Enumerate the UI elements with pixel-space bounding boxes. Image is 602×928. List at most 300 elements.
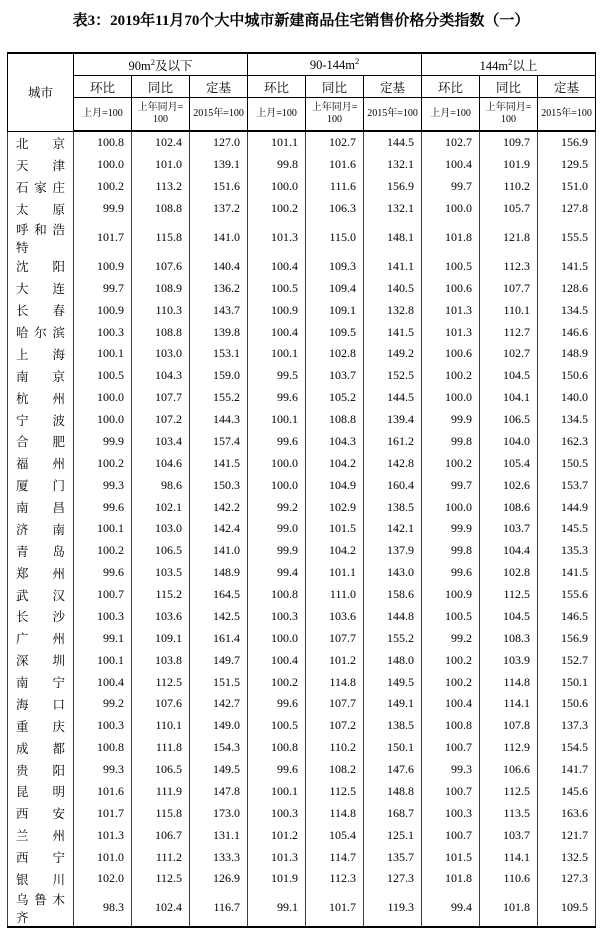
- value-cell: 99.5: [248, 365, 306, 387]
- value-cell: 101.9: [248, 868, 306, 890]
- value-cell: 102.7: [306, 131, 364, 154]
- value-cell: 158.6: [364, 584, 422, 606]
- value-cell: 101.9: [480, 154, 538, 176]
- value-cell: 150.6: [538, 365, 596, 387]
- metric-header: 定基: [364, 76, 422, 98]
- value-cell: 100.2: [422, 365, 480, 387]
- value-cell: 113.5: [480, 802, 538, 824]
- city-cell: 杭州: [8, 387, 74, 409]
- value-cell: 141.5: [190, 452, 248, 474]
- value-cell: 108.2: [306, 759, 364, 781]
- value-cell: 140.5: [364, 277, 422, 299]
- base-period-line: 上月=100: [430, 108, 471, 119]
- city-cell: 福州: [8, 452, 74, 474]
- value-cell: 100.5: [422, 606, 480, 628]
- value-cell: 99.4: [248, 562, 306, 584]
- value-cell: 137.9: [364, 540, 422, 562]
- table-row: [8, 299, 596, 321]
- value-cell: 146.5: [538, 606, 596, 628]
- value-cell: 98.3: [74, 890, 132, 927]
- value-cell: 142.5: [190, 606, 248, 628]
- value-cell: 100.6: [422, 277, 480, 299]
- value-cell: 101.3: [248, 846, 306, 868]
- value-cell: 99.2: [74, 693, 132, 715]
- value-cell: 99.0: [248, 518, 306, 540]
- value-cell: 100.4: [248, 256, 306, 278]
- value-cell: 100.2: [74, 452, 132, 474]
- value-cell: 100.2: [422, 649, 480, 671]
- value-cell: 132.1: [364, 198, 422, 220]
- value-cell: 104.3: [306, 431, 364, 453]
- base-period-line: 上年同月=: [311, 102, 358, 113]
- value-cell: 104.5: [480, 365, 538, 387]
- city-cell: 沈阳: [8, 256, 74, 278]
- value-cell: 101.8: [422, 868, 480, 890]
- value-cell: 145.5: [538, 518, 596, 540]
- value-cell: 100.0: [248, 474, 306, 496]
- value-cell: 101.6: [306, 154, 364, 176]
- table-row: [8, 802, 596, 824]
- city-cell: 呼和浩特: [8, 220, 74, 256]
- table-row: [8, 890, 596, 927]
- value-cell: 102.9: [306, 496, 364, 518]
- metric-header: 环比: [422, 76, 480, 98]
- value-cell: 101.1: [248, 131, 306, 154]
- value-cell: 109.5: [306, 321, 364, 343]
- value-cell: 135.7: [364, 846, 422, 868]
- value-cell: 148.9: [190, 562, 248, 584]
- table-row: [8, 868, 596, 890]
- base-period-header: [132, 98, 190, 132]
- value-cell: 141.1: [364, 256, 422, 278]
- value-cell: 107.7: [306, 693, 364, 715]
- value-cell: 100.2: [422, 452, 480, 474]
- value-cell: 100.1: [74, 649, 132, 671]
- value-cell: 115.2: [132, 584, 190, 606]
- group-label-superscript: 2: [354, 55, 360, 66]
- value-cell: 156.9: [364, 176, 422, 198]
- city-cell: 宁波: [8, 409, 74, 431]
- area-group-header: [74, 53, 248, 76]
- value-cell: 100.5: [74, 365, 132, 387]
- value-cell: 149.5: [364, 671, 422, 693]
- value-cell: 99.6: [74, 496, 132, 518]
- value-cell: 149.1: [364, 693, 422, 715]
- value-cell: 103.0: [132, 518, 190, 540]
- value-cell: 152.7: [538, 649, 596, 671]
- value-cell: 119.3: [364, 890, 422, 927]
- value-cell: 111.8: [132, 737, 190, 759]
- value-cell: 110.1: [480, 299, 538, 321]
- table-row: [8, 452, 596, 474]
- value-cell: 101.7: [74, 802, 132, 824]
- value-cell: 110.2: [306, 737, 364, 759]
- value-cell: 132.1: [364, 154, 422, 176]
- city-cell: 南京: [8, 365, 74, 387]
- value-cell: 100.0: [248, 452, 306, 474]
- city-cell: 西安: [8, 802, 74, 824]
- value-cell: 148.9: [538, 343, 596, 365]
- value-cell: 143.0: [364, 562, 422, 584]
- value-cell: 131.1: [190, 824, 248, 846]
- value-cell: 112.5: [306, 781, 364, 803]
- value-cell: 103.7: [480, 824, 538, 846]
- value-cell: 100.5: [248, 277, 306, 299]
- table-row: [8, 474, 596, 496]
- value-cell: 150.5: [538, 452, 596, 474]
- table-row: [8, 584, 596, 606]
- value-cell: 99.9: [74, 431, 132, 453]
- value-cell: 99.8: [422, 540, 480, 562]
- city-cell: 济南: [8, 518, 74, 540]
- city-cell: 石家庄: [8, 176, 74, 198]
- value-cell: 150.1: [364, 737, 422, 759]
- table-row: [8, 846, 596, 868]
- value-cell: 99.8: [248, 154, 306, 176]
- value-cell: 99.3: [422, 759, 480, 781]
- value-cell: 102.4: [132, 131, 190, 154]
- value-cell: 99.6: [248, 431, 306, 453]
- value-cell: 115.8: [132, 220, 190, 256]
- table-row: [8, 737, 596, 759]
- base-period-line: 上年同月=: [485, 102, 532, 113]
- value-cell: 109.3: [306, 256, 364, 278]
- value-cell: 99.9: [248, 540, 306, 562]
- value-cell: 99.7: [74, 277, 132, 299]
- metric-header: 同比: [132, 76, 190, 98]
- city-cell: 昆明: [8, 781, 74, 803]
- value-cell: 150.1: [538, 671, 596, 693]
- value-cell: 151.6: [190, 176, 248, 198]
- city-cell: 乌鲁木齐: [8, 890, 74, 927]
- value-cell: 116.7: [190, 890, 248, 927]
- value-cell: 134.5: [538, 409, 596, 431]
- value-cell: 147.6: [364, 759, 422, 781]
- value-cell: 100.3: [422, 802, 480, 824]
- value-cell: 107.7: [480, 277, 538, 299]
- table-row: [8, 759, 596, 781]
- table-row: [8, 496, 596, 518]
- area-group-header: [248, 53, 422, 76]
- value-cell: 164.5: [190, 584, 248, 606]
- value-cell: 104.9: [306, 474, 364, 496]
- value-cell: 99.7: [422, 176, 480, 198]
- table-row: [8, 540, 596, 562]
- value-cell: 125.1: [364, 824, 422, 846]
- group-label-text: 以上: [512, 58, 538, 73]
- value-cell: 100.9: [74, 256, 132, 278]
- table-row: [8, 781, 596, 803]
- value-cell: 110.3: [132, 299, 190, 321]
- base-period-line: 上年同月=: [137, 102, 184, 113]
- value-cell: 99.7: [422, 474, 480, 496]
- value-cell: 100.3: [248, 606, 306, 628]
- value-cell: 141.0: [190, 540, 248, 562]
- value-cell: 99.8: [422, 431, 480, 453]
- value-cell: 107.8: [480, 715, 538, 737]
- value-cell: 137.2: [190, 198, 248, 220]
- city-cell: 合肥: [8, 431, 74, 453]
- value-cell: 101.7: [306, 890, 364, 927]
- value-cell: 108.8: [132, 198, 190, 220]
- value-cell: 103.8: [132, 649, 190, 671]
- city-cell: 海口: [8, 693, 74, 715]
- value-cell: 99.9: [74, 198, 132, 220]
- value-cell: 173.0: [190, 802, 248, 824]
- base-period-line: 2015年=100: [193, 108, 244, 119]
- value-cell: 127.8: [538, 198, 596, 220]
- base-period-line: 2015年=100: [541, 108, 592, 119]
- group-header-row: [8, 53, 596, 76]
- table-row: [8, 220, 596, 256]
- value-cell: 99.6: [74, 562, 132, 584]
- value-cell: 100.4: [422, 154, 480, 176]
- group-label-text: 90m: [128, 58, 151, 73]
- group-label-text: 90-144m: [309, 58, 355, 73]
- value-cell: 137.3: [538, 715, 596, 737]
- city-cell: 天津: [8, 154, 74, 176]
- value-cell: 100.0: [248, 627, 306, 649]
- metric-header: 同比: [306, 76, 364, 98]
- value-cell: 107.7: [306, 627, 364, 649]
- value-cell: 99.6: [248, 759, 306, 781]
- value-cell: 101.2: [248, 824, 306, 846]
- city-cell: 郑州: [8, 562, 74, 584]
- city-cell: 厦门: [8, 474, 74, 496]
- value-cell: 101.5: [306, 518, 364, 540]
- value-cell: 103.0: [132, 343, 190, 365]
- value-cell: 103.6: [132, 606, 190, 628]
- value-cell: 106.3: [306, 198, 364, 220]
- base-period-line: 上月=100: [82, 108, 123, 119]
- value-cell: 127.0: [190, 131, 248, 154]
- value-cell: 148.8: [364, 781, 422, 803]
- base-period-line: 上月=100: [256, 108, 297, 119]
- value-cell: 101.6: [74, 781, 132, 803]
- value-cell: 100.8: [422, 715, 480, 737]
- value-cell: 149.0: [190, 715, 248, 737]
- city-cell: 北京: [8, 131, 74, 154]
- value-cell: 100.8: [248, 584, 306, 606]
- value-cell: 161.2: [364, 431, 422, 453]
- value-cell: 104.2: [306, 452, 364, 474]
- value-cell: 156.9: [538, 131, 596, 154]
- value-cell: 112.5: [480, 584, 538, 606]
- value-cell: 155.2: [364, 627, 422, 649]
- value-cell: 105.7: [480, 198, 538, 220]
- value-cell: 99.1: [248, 890, 306, 927]
- base-period-line: 100: [501, 114, 517, 125]
- value-cell: 136.2: [190, 277, 248, 299]
- area-group-header: [422, 53, 596, 76]
- value-cell: 100.5: [248, 715, 306, 737]
- value-cell: 112.3: [306, 868, 364, 890]
- value-cell: 111.0: [306, 584, 364, 606]
- value-cell: 139.1: [190, 154, 248, 176]
- value-cell: 128.6: [538, 277, 596, 299]
- value-cell: 101.2: [306, 649, 364, 671]
- group-label-text: 144m: [479, 58, 509, 73]
- value-cell: 103.4: [132, 431, 190, 453]
- value-cell: 109.4: [306, 277, 364, 299]
- value-cell: 154.3: [190, 737, 248, 759]
- value-cell: 100.0: [422, 496, 480, 518]
- base-period-header: [248, 98, 306, 132]
- value-cell: 162.3: [538, 431, 596, 453]
- value-cell: 149.5: [190, 759, 248, 781]
- document-page: [0, 11, 602, 928]
- city-cell: 青岛: [8, 540, 74, 562]
- table-row: [8, 715, 596, 737]
- value-cell: 144.5: [364, 131, 422, 154]
- value-cell: 100.9: [422, 584, 480, 606]
- value-cell: 142.8: [364, 452, 422, 474]
- value-cell: 99.6: [248, 387, 306, 409]
- metric-header: 环比: [74, 76, 132, 98]
- table-row: [8, 431, 596, 453]
- value-cell: 112.5: [132, 868, 190, 890]
- value-cell: 104.6: [132, 452, 190, 474]
- value-cell: 102.4: [132, 890, 190, 927]
- value-cell: 99.3: [74, 474, 132, 496]
- base-period-header: [538, 98, 596, 132]
- value-cell: 153.7: [538, 474, 596, 496]
- value-cell: 100.2: [422, 671, 480, 693]
- value-cell: 114.8: [306, 802, 364, 824]
- value-cell: 100.0: [74, 409, 132, 431]
- value-cell: 153.1: [190, 343, 248, 365]
- value-cell: 140.4: [190, 256, 248, 278]
- value-cell: 100.2: [74, 540, 132, 562]
- city-cell: 长春: [8, 299, 74, 321]
- value-cell: 101.3: [248, 220, 306, 256]
- value-cell: 100.0: [74, 387, 132, 409]
- value-cell: 111.6: [306, 176, 364, 198]
- value-cell: 103.5: [132, 562, 190, 584]
- value-cell: 149.2: [364, 343, 422, 365]
- value-cell: 161.4: [190, 627, 248, 649]
- table-row: [8, 627, 596, 649]
- table-row: [8, 606, 596, 628]
- base-period-line: 100: [153, 114, 168, 125]
- base-period-header: [306, 98, 364, 132]
- value-cell: 138.5: [364, 496, 422, 518]
- value-cell: 107.7: [132, 387, 190, 409]
- value-cell: 110.2: [480, 176, 538, 198]
- value-cell: 155.2: [190, 387, 248, 409]
- city-cell: 贵阳: [8, 759, 74, 781]
- value-cell: 100.9: [74, 299, 132, 321]
- table-body: [8, 131, 596, 927]
- value-cell: 103.9: [480, 649, 538, 671]
- value-cell: 104.2: [306, 540, 364, 562]
- table-row: [8, 693, 596, 715]
- value-cell: 99.2: [248, 496, 306, 518]
- value-cell: 102.8: [480, 562, 538, 584]
- value-cell: 100.4: [248, 321, 306, 343]
- value-cell: 144.8: [364, 606, 422, 628]
- value-cell: 99.2: [422, 627, 480, 649]
- value-cell: 163.6: [538, 802, 596, 824]
- value-cell: 108.8: [306, 409, 364, 431]
- value-cell: 103.7: [306, 365, 364, 387]
- value-cell: 100.0: [422, 387, 480, 409]
- value-cell: 106.7: [132, 824, 190, 846]
- value-cell: 103.6: [306, 606, 364, 628]
- value-cell: 100.5: [422, 256, 480, 278]
- value-cell: 99.9: [422, 518, 480, 540]
- value-cell: 150.6: [538, 693, 596, 715]
- base-period-header: [364, 98, 422, 132]
- city-cell: 西宁: [8, 846, 74, 868]
- value-cell: 143.7: [190, 299, 248, 321]
- table-row: [8, 649, 596, 671]
- value-cell: 112.3: [480, 256, 538, 278]
- table-row: [8, 343, 596, 365]
- value-cell: 100.0: [74, 154, 132, 176]
- value-cell: 101.5: [422, 846, 480, 868]
- value-cell: 142.4: [190, 518, 248, 540]
- value-cell: 104.3: [132, 365, 190, 387]
- value-cell: 101.0: [132, 154, 190, 176]
- base-header-row: [8, 98, 596, 132]
- value-cell: 112.5: [132, 671, 190, 693]
- table-row: [8, 387, 596, 409]
- value-cell: 99.9: [422, 409, 480, 431]
- city-cell: 重庆: [8, 715, 74, 737]
- table-header: [8, 53, 596, 131]
- value-cell: 100.1: [248, 343, 306, 365]
- value-cell: 101.1: [306, 562, 364, 584]
- table-row: [8, 518, 596, 540]
- value-cell: 100.8: [74, 737, 132, 759]
- value-cell: 100.3: [74, 715, 132, 737]
- table-row: [8, 154, 596, 176]
- metric-header-row: [8, 76, 596, 98]
- value-cell: 100.7: [74, 584, 132, 606]
- value-cell: 114.1: [480, 693, 538, 715]
- value-cell: 110.1: [132, 715, 190, 737]
- group-label-superscript: 2: [150, 56, 155, 67]
- value-cell: 127.3: [538, 868, 596, 890]
- value-cell: 105.4: [306, 824, 364, 846]
- value-cell: 108.6: [480, 496, 538, 518]
- value-cell: 112.5: [480, 781, 538, 803]
- value-cell: 102.6: [480, 474, 538, 496]
- metric-header: 环比: [248, 76, 306, 98]
- value-cell: 148.0: [364, 649, 422, 671]
- value-cell: 155.5: [538, 220, 596, 256]
- value-cell: 106.5: [480, 409, 538, 431]
- base-period-line: 100: [327, 114, 343, 125]
- value-cell: 104.5: [480, 606, 538, 628]
- table-row: [8, 365, 596, 387]
- value-cell: 106.6: [480, 759, 538, 781]
- value-cell: 102.8: [306, 343, 364, 365]
- value-cell: 154.5: [538, 737, 596, 759]
- value-cell: 148.1: [364, 220, 422, 256]
- value-cell: 100.1: [74, 343, 132, 365]
- value-cell: 100.8: [74, 131, 132, 154]
- value-cell: 100.7: [422, 824, 480, 846]
- city-cell: 南昌: [8, 496, 74, 518]
- value-cell: 107.6: [132, 256, 190, 278]
- value-cell: 151.0: [538, 176, 596, 198]
- value-cell: 100.3: [74, 606, 132, 628]
- city-cell: 兰州: [8, 824, 74, 846]
- table-row: [8, 671, 596, 693]
- value-cell: 109.7: [480, 131, 538, 154]
